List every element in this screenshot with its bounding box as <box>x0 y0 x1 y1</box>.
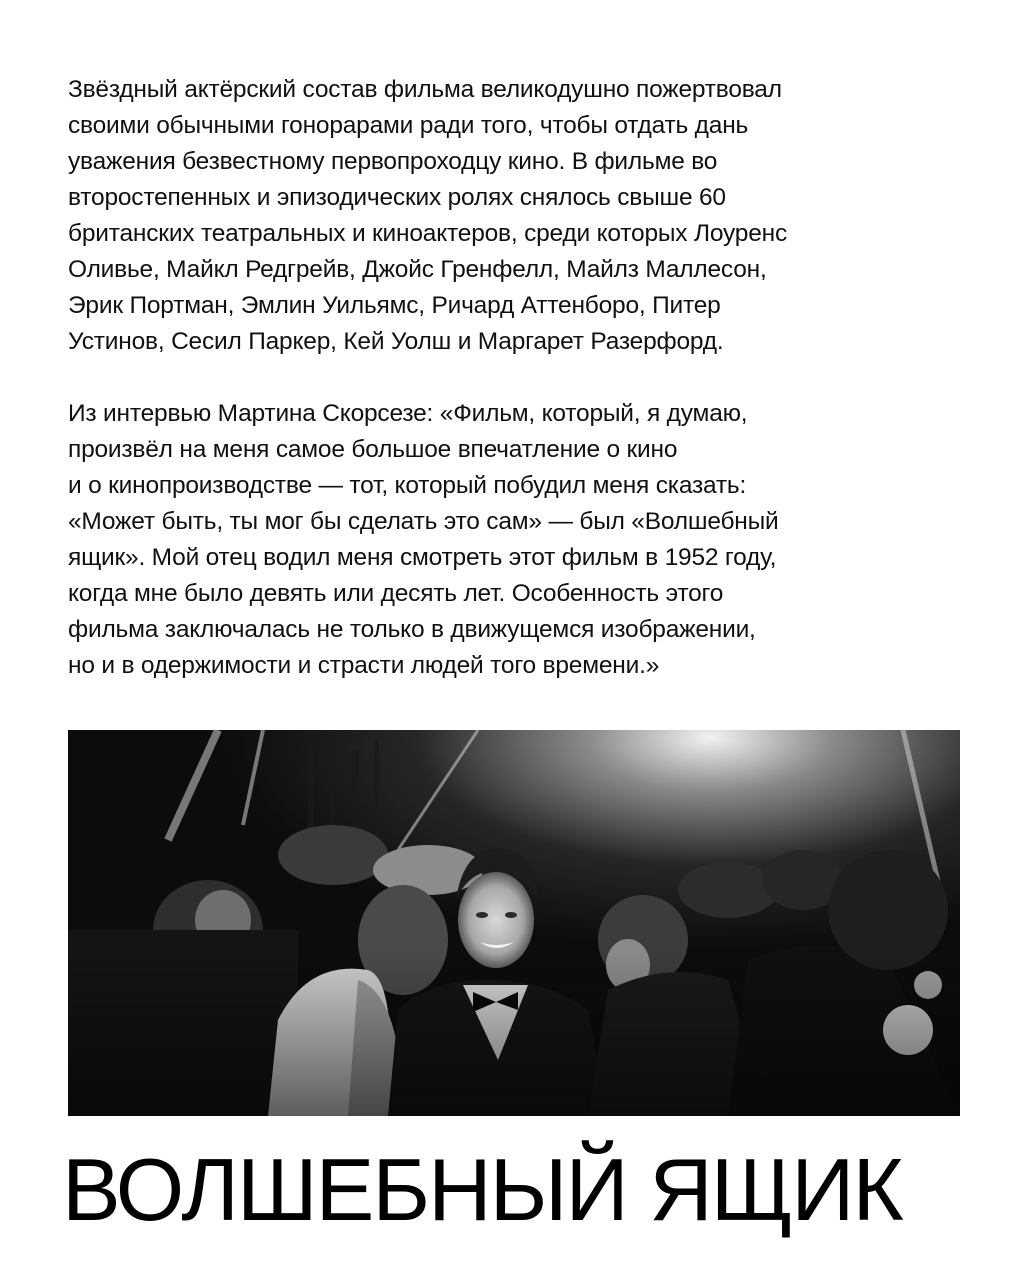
paragraph-line: Из интервью Мартина Скорсезе: «Фильм, который, я думаю, <box>68 400 748 427</box>
paragraph-line: уважения безвестному первопроходцу кино. В фильме во <box>68 148 718 175</box>
paragraph-line: Оливье, Майкл Редгрейв, Джойс Гренфелл, Майлз Маллесон, <box>68 256 767 283</box>
paragraph-line: своими обычными гонорарами ради того, чтобы отдать дань <box>68 112 749 139</box>
film-still-illustration <box>68 730 960 1116</box>
paragraph-cast <box>68 72 968 360</box>
paragraph-line: ящик». Мой отец водил меня смотреть этот фильм в 1952 году, <box>68 544 777 571</box>
paragraph-line: когда мне было девять или десять лет. Особенность этого <box>68 580 724 607</box>
paragraph-line: Устинов, Сесил Паркер, Кей Уолш и Маргарет Разерфорд. <box>68 328 724 355</box>
film-still-image <box>68 730 960 1116</box>
paragraph-scorsese-quote <box>68 396 968 684</box>
paragraph-line: но и в одержимости и страсти людей того времени.» <box>68 652 660 679</box>
paragraph-line: фильма заключалась не только в движущемся изображении, <box>68 616 756 643</box>
film-title: ВОЛШЕБНЫЙ ЯЩИК <box>62 1140 902 1239</box>
paragraph-line: британских театральных и киноактеров, среди которых Лоуренс <box>68 220 788 247</box>
paragraph-line: Звёздный актёрский состав фильма великодушно пожертвовал <box>68 76 782 103</box>
paragraph-line: и о кинопроизводстве — тот, который побудил меня сказать: <box>68 472 747 499</box>
paragraph-line: произвёл на меня самое большое впечатление о кино <box>68 436 678 463</box>
shadow-overlay <box>68 950 960 1116</box>
paragraph-line: второстепенных и эпизодических ролях снялось свыше 60 <box>68 184 726 211</box>
paragraph-line: Эрик Портман, Эмлин Уильямс, Ричард Аттенборо, Питер <box>68 292 721 319</box>
paragraph-line: «Может быть, ты мог бы сделать это сам» — был «Волшебный <box>68 508 779 535</box>
